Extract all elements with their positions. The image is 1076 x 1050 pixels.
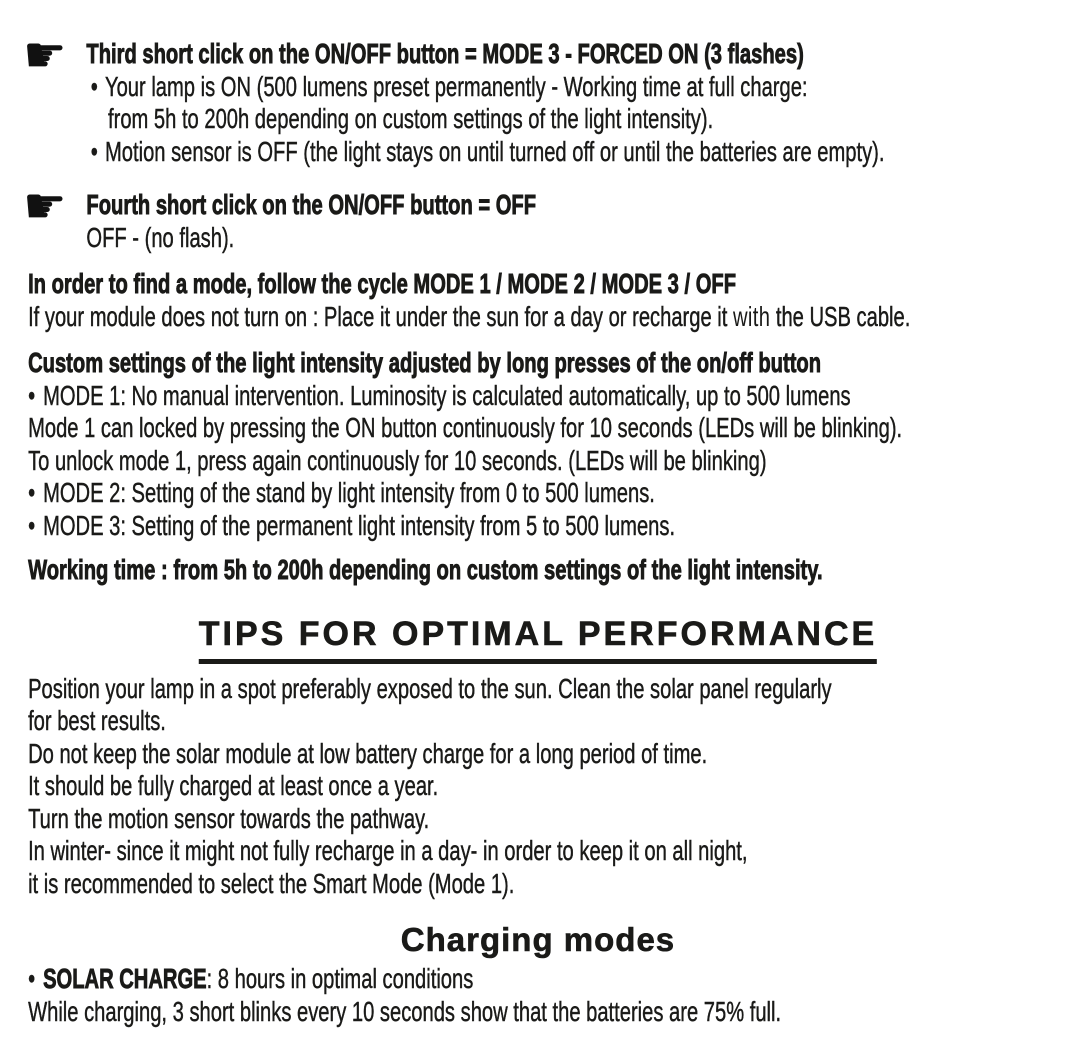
off-line: OFF - (no flash). [86, 221, 235, 253]
tips-line: Position your lamp in a spot preferably exposed to the sun. Clean the solar panel regularly [28, 672, 832, 704]
custom-mode1-text: MODE 1: No manual intervention. Luminosity is calculated automatically, up to 500 lumens [43, 379, 851, 411]
solar-charge-label: SOLAR CHARGE [43, 963, 207, 994]
mode3-bullet-lamp-on-text: Your lamp is ON (500 lumens preset permanently - Working time at full charge: [104, 70, 808, 102]
solar-charge-rest: : 8 hours in optimal conditions [206, 963, 474, 994]
mode3-bullet-sensor-off [86, 136, 1075, 169]
tips-line: Do not keep the solar module at low battery charge for a long period of time. [28, 737, 708, 769]
section-off [0, 177, 1076, 254]
charging-modes-heading: Charging modes [400, 921, 676, 958]
solar-charge-line [28, 963, 1076, 996]
cycle-line-post: the USB cable. [770, 300, 911, 332]
mode3-bullet-lamp-on-cont-text: from 5h to 200h depending on custom settings of the light intensity). [108, 103, 714, 134]
tips-line: for best results. [28, 705, 166, 736]
custom-mode2-line [28, 477, 1076, 510]
custom-mode2-text: MODE 2: Setting of the stand by light intensity from 0 to 500 lumens. [43, 477, 655, 508]
charging-note-line: While charging, 3 short blinks every 10 seconds show that the batteries are 75% full. [28, 995, 782, 1027]
bullet-icon: • [90, 135, 98, 167]
tips-heading: TIPS FOR OPTIMAL PERFORMANCE [199, 613, 877, 664]
custom-mode3-text: MODE 3: Setting of the permanent light intensity from 5 to 500 lumens. [43, 509, 676, 541]
cycle-line-pre: If your module does not turn on : Place it under the sun for a day or recharge it [28, 300, 733, 332]
cycle-line-alt-font: with [732, 300, 771, 332]
cycle-heading: In order to find a mode, follow the cycle MODE 1 / MODE 2 / MODE 3 / OFF [28, 268, 737, 299]
custom-mode1-line [28, 380, 1076, 413]
section-cycle [0, 268, 1076, 333]
section-charging [0, 963, 1076, 1028]
cycle-line [28, 301, 1076, 334]
bullet-icon: • [28, 509, 36, 541]
tips-line: it is recommended to select the Smart Mode (Mode 1). [28, 867, 515, 899]
section-tips [0, 673, 1076, 901]
custom-mode1-lock-line: Mode 1 can locked by pressing the ON button continuously for 10 seconds (LEDs will be blinking). [28, 412, 903, 443]
off-heading: Fourth short click on the ON/OFF button = OFF [86, 189, 537, 220]
tips-line: In winter- since it might not fully recharge in a day- in order to keep it on all night, [28, 835, 748, 866]
tips-line: It should be fully charged at least once a year. [28, 770, 439, 801]
mode3-bullet-lamp-on [86, 71, 1075, 104]
custom-settings-heading: Custom settings of the light intensity adjusted by long presses of the on/off button [28, 347, 822, 378]
bullet-icon: • [90, 70, 98, 102]
mode3-bullet-sensor-off-text: Motion sensor is OFF (the light stays on until turned off or until the batteries are empty). [104, 135, 885, 167]
bullet-icon: • [28, 379, 36, 411]
section-custom-settings [0, 347, 1076, 542]
tips-line: Turn the motion sensor towards the pathway. [28, 802, 430, 834]
bullet-icon: • [28, 963, 36, 994]
pointing-hand-icon: ☛ [23, 26, 67, 84]
working-time-line: Working time : from 5h to 200h depending on custom settings of the light intensity. [28, 554, 823, 585]
pointing-hand-icon: ☛ [23, 177, 67, 235]
mode3-heading: Third short click on the ON/OFF button = MODE 3 - FORCED ON (3 flashes) [86, 38, 804, 69]
custom-mode3-line [28, 510, 1076, 543]
bullet-icon: • [28, 477, 36, 508]
charging-modes-heading-row [0, 919, 1076, 961]
section-mode3 [0, 26, 1076, 168]
tips-heading-row [0, 613, 1076, 664]
section-working-time [0, 554, 1076, 587]
mode3-bullet-lamp-on-cont [86, 103, 1075, 136]
custom-mode1-unlock-line: To unlock mode 1, press again continuously for 10 seconds. (LEDs will be blinking) [28, 444, 767, 476]
